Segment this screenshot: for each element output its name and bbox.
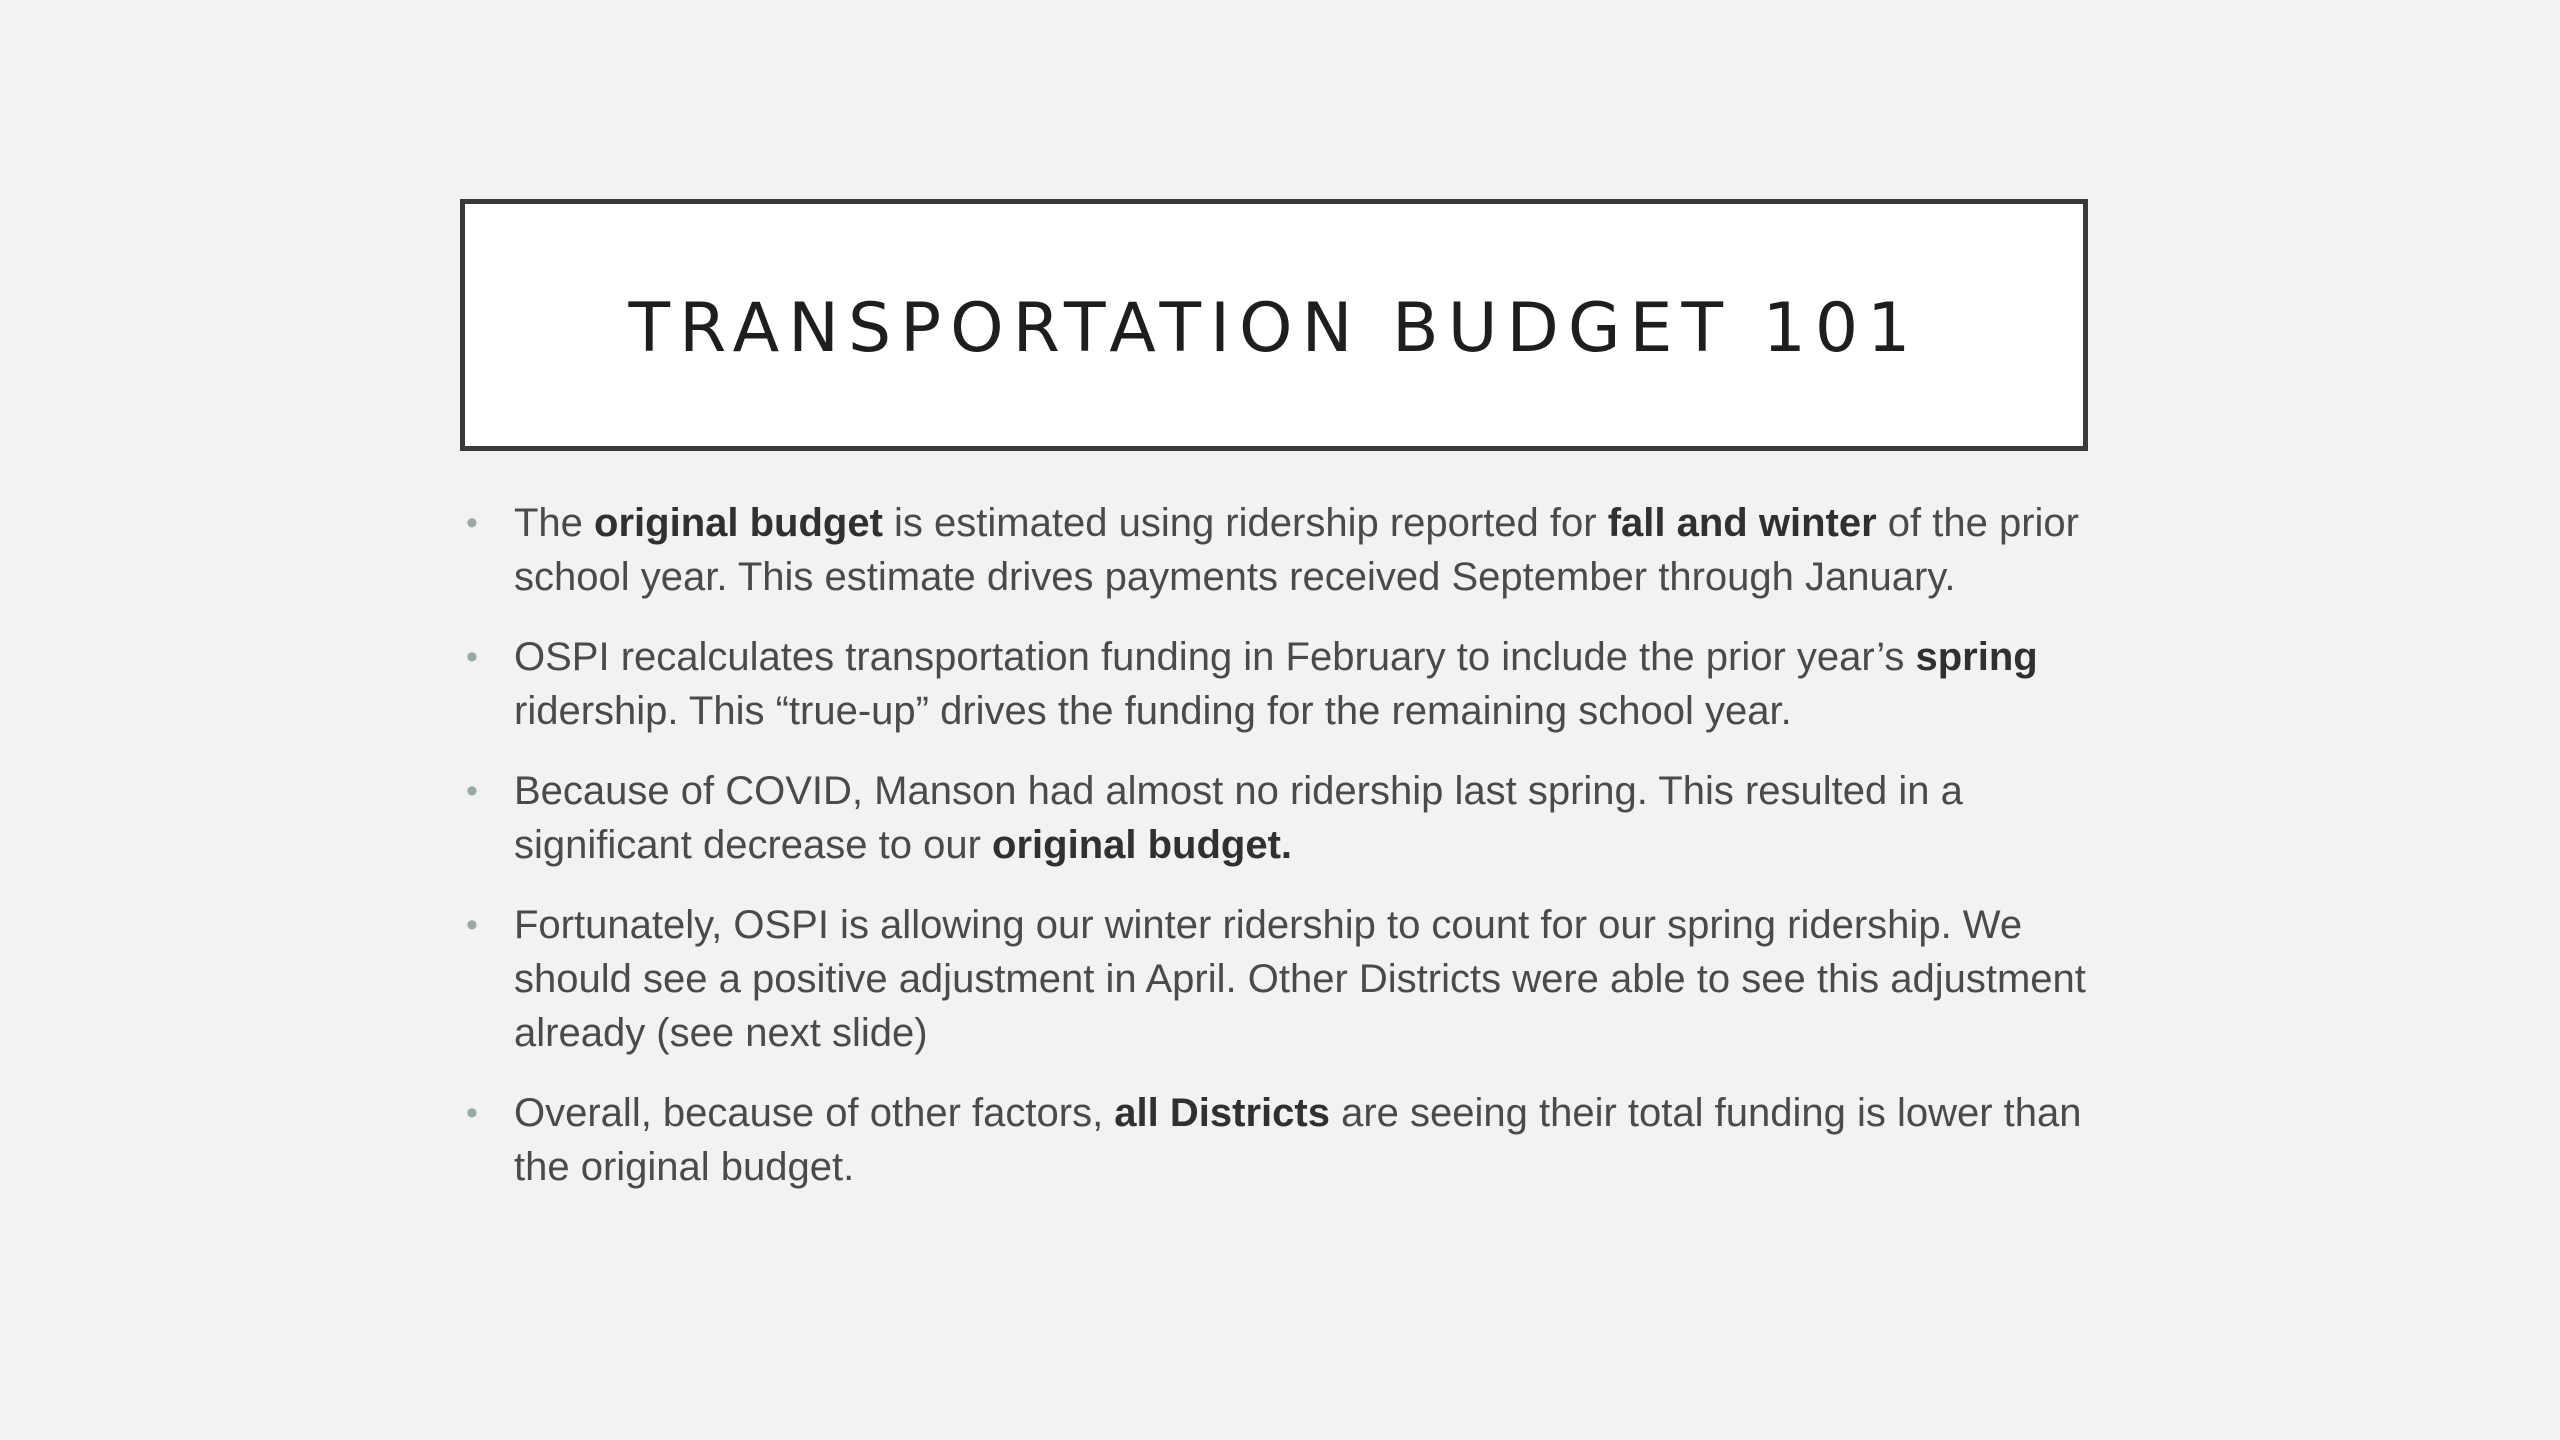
- bullet-item: [462, 496, 2122, 604]
- bullet-text-segment: are seeing their total funding is lower than the original budget.: [514, 1091, 2082, 1189]
- bullet-icon: •: [466, 504, 478, 542]
- bullet-item: [462, 764, 2122, 872]
- bullet-text-emphasis: original budget: [594, 501, 883, 545]
- bullet-text-emphasis: fall and winter: [1607, 501, 1877, 545]
- bullet-icon: •: [466, 638, 478, 676]
- bullet-icon: •: [466, 1094, 478, 1132]
- bullet-icon: •: [466, 772, 478, 810]
- bullet-text-segment: OSPI recalculates transportation funding in February to include the prior year’s: [514, 635, 1916, 679]
- bullet-list: [462, 496, 2122, 1220]
- bullet-item: [462, 630, 2122, 738]
- bullet-text-emphasis: spring: [1915, 635, 2038, 679]
- bullet-text-segment: Because of COVID, Manson had almost no ridership last spring. This resulted in a significant decrease to our: [514, 769, 1963, 867]
- bullet-item: [462, 898, 2122, 1060]
- bullet-text-segment: Overall, because of other factors,: [514, 1091, 1115, 1135]
- bullet-text-segment: of the prior school year. This estimate drives payments received September through January.: [514, 501, 2079, 599]
- bullet-text-emphasis: all Districts: [1114, 1091, 1330, 1135]
- bullet-text-emphasis: original budget.: [992, 823, 1293, 867]
- title-box: [460, 199, 2088, 451]
- slide-title: TRANSPORTATION BUDGET 101: [628, 288, 1920, 368]
- bullet-text-segment: The: [514, 501, 595, 545]
- bullet-text-segment: ridership. This “true-up” drives the funding for the remaining school year.: [514, 689, 1792, 733]
- bullet-item: [462, 1086, 2122, 1194]
- bullet-icon: •: [466, 906, 478, 944]
- bullet-text-segment: is estimated using ridership reported for: [882, 501, 1608, 545]
- bullet-text-segment: Fortunately, OSPI is allowing our winter ridership to count for our spring ridership. We should see a positive adjustment in April. Other Districts were able to see this adjustment already (see next slide): [514, 903, 2086, 1055]
